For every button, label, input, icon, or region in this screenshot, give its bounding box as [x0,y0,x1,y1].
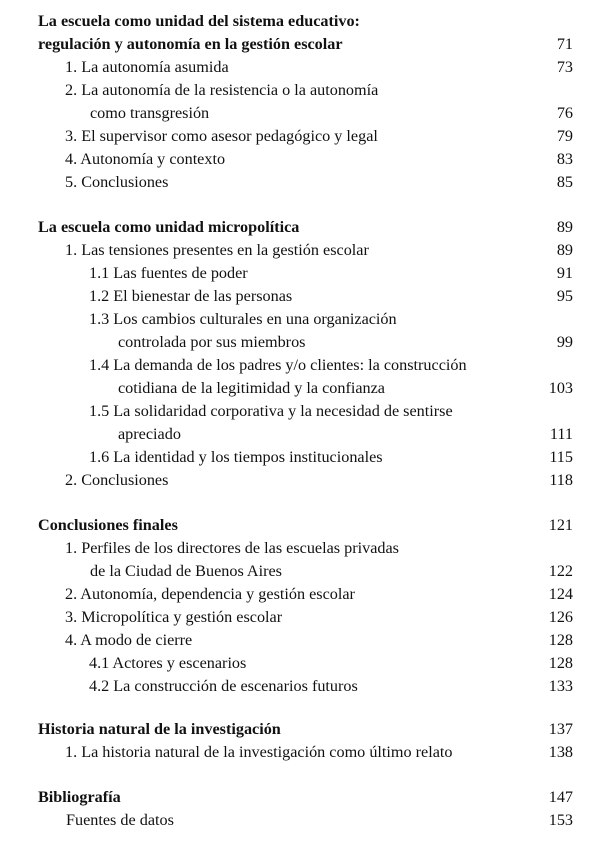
toc-entry-text: 2. Autonomía, dependencia y gestión escolar [65,585,355,603]
toc-entry-text: 1.2 El bienestar de las personas [89,287,293,305]
toc-entry-text: 4.1 Actores y escenarios [89,654,247,672]
toc-section-title [0,786,600,808]
toc-section-title [0,216,600,238]
toc-page-number: 99 [556,333,573,351]
toc-page-number: 89 [556,218,573,236]
toc-page-number: 133 [548,677,573,695]
toc-section-title [0,33,600,55]
toc-subentry [0,446,600,468]
toc-section-title-text: regulación y autonomía en la gestión escolar [38,35,343,53]
toc-entry-text: 4.2 La construcción de escenarios futuros [89,677,358,695]
toc-page-number: 128 [548,631,573,649]
toc-page-number: 128 [548,654,573,672]
toc-entry-text: 1.3 Los cambios culturales en una organización [89,310,397,328]
toc-subentry [0,400,600,422]
toc-subentry [0,652,600,674]
toc-page-number: 95 [556,287,573,305]
toc-entry [0,583,600,605]
toc-entry [0,809,600,831]
toc-entry-text: 4. A modo de cierre [65,631,193,649]
toc-page-number: 79 [556,127,573,145]
toc-entry-text: 1. La autonomía asumida [65,58,229,76]
toc-entry-text: 3. El supervisor como asesor pedagógico y legal [65,127,378,145]
toc-section-title [0,514,600,536]
toc-entry-text: cotidiana de la legitimidad y la confianza [118,379,385,397]
toc-entry-text: controlada por sus miembros [118,333,306,351]
toc-entry [0,629,600,651]
toc-entry [0,56,600,78]
toc-section-title-text: La escuela como unidad micropolítica [38,218,300,236]
toc-section-title-text: Bibliografía [38,788,121,806]
toc-page-number: 121 [548,516,573,534]
toc-subentry-continuation [0,331,600,353]
toc-page-number: 89 [556,241,573,259]
toc-subentry [0,308,600,330]
toc-entry-text: 1. La historia natural de la investigación como último relato [65,743,453,761]
toc-entry-text: 2. La autonomía de la resistencia o la autonomía [65,81,379,99]
toc-section-title [0,718,600,740]
toc-section-title-text: Conclusiones finales [38,516,178,534]
toc-subentry-continuation [0,377,600,399]
toc-entry-text: apreciado [118,425,181,443]
toc-page-number: 83 [556,150,573,168]
toc-entry [0,741,600,763]
toc-entry [0,148,600,170]
toc-section-title-text: La escuela como unidad del sistema educativo: [38,12,360,30]
toc-page-number: 137 [548,720,573,738]
toc-page-number: 115 [549,448,573,466]
toc-page-number: 126 [548,608,573,626]
toc-entry-text: 1.4 La demanda de los padres y/o clientes: la construcción [89,356,467,374]
toc-entry [0,606,600,628]
toc-page-number: 73 [556,58,573,76]
toc-entry-text: Fuentes de datos [66,811,174,829]
toc-page-number: 103 [548,379,573,397]
toc-page-number: 118 [549,471,573,489]
toc-subentry [0,675,600,697]
toc-subentry [0,354,600,376]
toc-page-number: 153 [548,811,573,829]
toc-entry-text: 2. Conclusiones [65,471,169,489]
toc-section-title-text: Historia natural de la investigación [38,720,281,738]
toc-entry-text: como transgresión [90,104,210,122]
toc-entry-text: 3. Micropolítica y gestión escolar [65,608,283,626]
toc-section-title [0,10,600,32]
toc-entry-continuation [0,560,600,582]
toc-subentry [0,262,600,284]
toc-page-number: 71 [556,35,573,53]
toc-entry-text: 5. Conclusiones [65,173,169,191]
toc-page-number: 111 [549,425,573,443]
toc-entry-text: 1. Las tensiones presentes en la gestión escolar [65,241,369,259]
toc-entry-text: 4. Autonomía y contexto [65,150,226,168]
toc-entry-text: 1. Perfiles de los directores de las escuelas privadas [65,539,399,557]
toc-entry-continuation [0,102,600,124]
toc-entry [0,239,600,261]
toc-entry [0,125,600,147]
toc-entry-text: 1.6 La identidad y los tiempos institucionales [89,448,383,466]
toc-page-number: 124 [548,585,573,603]
toc-entry [0,171,600,193]
toc-page-number: 147 [548,788,573,806]
toc-entry-text: 1.1 Las fuentes de poder [89,264,248,282]
toc-entry [0,79,600,101]
toc-entry-text: 1.5 La solidaridad corporativa y la necesidad de sentirse [89,402,453,420]
toc-entry [0,537,600,559]
toc-entry-text: de la Ciudad de Buenos Aires [90,562,282,580]
toc-page-number: 76 [556,104,573,122]
toc-page-number: 122 [548,562,573,580]
toc-page-number: 85 [556,173,573,191]
toc-subentry-continuation [0,423,600,445]
toc-subentry [0,285,600,307]
toc-entry [0,469,600,491]
toc-page-number: 138 [548,743,573,761]
toc-page-number: 91 [556,264,573,282]
